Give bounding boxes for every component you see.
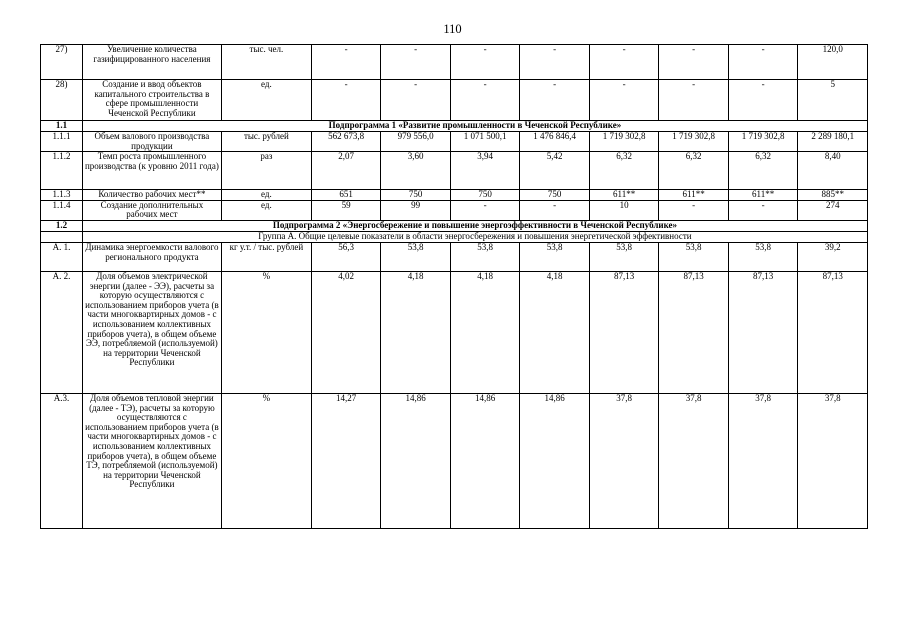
row-id: 27)	[41, 45, 83, 80]
value-cell: 14,86	[381, 393, 451, 528]
unit-cell: тыс. рублей	[221, 132, 311, 152]
indicator-name: Доля объемов электрической энергии (далее - ЭЭ), расчеты за которую осуществляются с использованием приборов учета (в части многоквартирных домов - с использованием коллективных приборов учета), в общем объеме ЭЭ, потребляемой (используемой) на территории Чеченской Республики	[82, 271, 221, 393]
value-cell: 87,13	[728, 271, 798, 393]
row-id: 1.1.2	[41, 152, 83, 190]
value-cell: 1 719 302,8	[659, 132, 729, 152]
value-cell: 885**	[798, 190, 868, 201]
value-cell: 87,13	[589, 271, 659, 393]
value-cell: -	[450, 80, 520, 121]
unit-cell: ед.	[221, 80, 311, 121]
value-cell: -	[659, 45, 729, 80]
value-cell: -	[520, 200, 590, 220]
value-cell: 3,94	[450, 152, 520, 190]
unit-cell: ед.	[221, 190, 311, 201]
group-heading-row	[41, 231, 868, 242]
value-cell: 59	[311, 200, 381, 220]
value-cell: 6,32	[659, 152, 729, 190]
subprogram-title: Подпрограмма 2 «Энергосбережение и повышение энергоэффективности в Чеченской Республике»	[82, 220, 867, 231]
value-cell: 5	[798, 80, 868, 121]
value-cell: 120,0	[798, 45, 868, 80]
value-cell: 4,02	[311, 271, 381, 393]
row-id: А.3.	[41, 393, 83, 528]
table-row	[41, 271, 868, 393]
value-cell: 53,8	[450, 242, 520, 271]
row-id: 1.1.4	[41, 200, 83, 220]
value-cell: -	[589, 45, 659, 80]
value-cell: -	[659, 80, 729, 121]
value-cell: 14,86	[520, 393, 590, 528]
value-cell: 56,3	[311, 242, 381, 271]
table-row	[41, 200, 868, 220]
value-cell: 8,40	[798, 152, 868, 190]
value-cell: 651	[311, 190, 381, 201]
value-cell: -	[311, 45, 381, 80]
row-id: 1.1.3	[41, 190, 83, 201]
value-cell: 4,18	[381, 271, 451, 393]
unit-cell: раз	[221, 152, 311, 190]
unit-cell: %	[221, 271, 311, 393]
subprogram-heading-row	[41, 220, 868, 231]
value-cell: 37,8	[659, 393, 729, 528]
value-cell: 6,32	[728, 152, 798, 190]
value-cell: 53,8	[589, 242, 659, 271]
value-cell: 87,13	[798, 271, 868, 393]
value-cell: 750	[450, 190, 520, 201]
value-cell: -	[520, 45, 590, 80]
value-cell: 53,8	[520, 242, 590, 271]
value-cell: -	[728, 80, 798, 121]
indicator-name: Создание дополнительных рабочих мест	[82, 200, 221, 220]
value-cell: 1 476 846,4	[520, 132, 590, 152]
value-cell: -	[450, 200, 520, 220]
table-row	[41, 132, 868, 152]
value-cell: -	[728, 200, 798, 220]
indicator-name: Количество рабочих мест**	[82, 190, 221, 201]
value-cell: 99	[381, 200, 451, 220]
value-cell: 14,27	[311, 393, 381, 528]
value-cell: 87,13	[659, 271, 729, 393]
value-cell: -	[659, 200, 729, 220]
value-cell: 4,18	[520, 271, 590, 393]
value-cell: -	[450, 45, 520, 80]
table-row	[41, 242, 868, 271]
value-cell: 562 673,8	[311, 132, 381, 152]
value-cell: 274	[798, 200, 868, 220]
value-cell: 10	[589, 200, 659, 220]
value-cell: 1 719 302,8	[728, 132, 798, 152]
subprogram-title: Подпрограмма 1 «Развитие промышленности в Чеченской Республике»	[82, 121, 867, 132]
indicator-name: Создание и ввод объектов капитального строительства в сфере промышленности Чеченской Республики	[82, 80, 221, 121]
value-cell: -	[520, 80, 590, 121]
value-cell: -	[381, 45, 451, 80]
value-cell: 611**	[659, 190, 729, 201]
value-cell: 14,86	[450, 393, 520, 528]
row-id: 28)	[41, 80, 83, 121]
value-cell: 2,07	[311, 152, 381, 190]
indicators-table	[40, 44, 868, 529]
group-title: Группа А. Общие целевые показатели в области энергосбережения и повышения энергетической эффективности	[82, 231, 867, 242]
value-cell: 37,8	[589, 393, 659, 528]
value-cell: 37,8	[798, 393, 868, 528]
subprogram-heading-row	[41, 121, 868, 132]
table-row	[41, 45, 868, 80]
value-cell: 750	[520, 190, 590, 201]
value-cell: 1 071 500,1	[450, 132, 520, 152]
value-cell: 4,18	[450, 271, 520, 393]
row-id: А. 1.	[41, 242, 83, 271]
value-cell: 611**	[728, 190, 798, 201]
value-cell: 750	[381, 190, 451, 201]
indicator-name: Объем валового производства продукции	[82, 132, 221, 152]
unit-cell: %	[221, 393, 311, 528]
page-number: 110	[443, 22, 462, 36]
value-cell: 37,8	[728, 393, 798, 528]
value-cell: 39,2	[798, 242, 868, 271]
value-cell: 53,8	[381, 242, 451, 271]
unit-cell: ед.	[221, 200, 311, 220]
value-cell: 53,8	[659, 242, 729, 271]
value-cell: 5,42	[520, 152, 590, 190]
indicator-name: Динамика энергоемкости валового регионального продукта	[82, 242, 221, 271]
value-cell: 53,8	[728, 242, 798, 271]
value-cell: -	[381, 80, 451, 121]
value-cell: -	[311, 80, 381, 121]
table-row	[41, 80, 868, 121]
indicator-name: Увеличение количества газифицированного населения	[82, 45, 221, 80]
row-id: 1.2	[41, 220, 83, 231]
value-cell: 611**	[589, 190, 659, 201]
indicator-name: Доля объемов тепловой энергии (далее - ТЭ), расчеты за которую осуществляются с использованием приборов учета (в части многоквартирных домов - с использованием коллективных приборов учета), в общем объеме ТЭ, потребляемой (используемой) на территории Чеченской Республики	[82, 393, 221, 528]
value-cell: 2 289 180,1	[798, 132, 868, 152]
row-id: 1.1.1	[41, 132, 83, 152]
value-cell: 979 556,0	[381, 132, 451, 152]
value-cell: -	[728, 45, 798, 80]
value-cell: 1 719 302,8	[589, 132, 659, 152]
unit-cell: кг у.т. / тыс. рублей	[221, 242, 311, 271]
indicator-name: Темп роста промышленного производства (к уровню 2011 года)	[82, 152, 221, 190]
table-row	[41, 393, 868, 528]
table-row	[41, 190, 868, 201]
row-id: А. 2.	[41, 271, 83, 393]
value-cell: -	[589, 80, 659, 121]
table-row	[41, 152, 868, 190]
unit-cell: тыс. чел.	[221, 45, 311, 80]
row-id: 1.1	[41, 121, 83, 132]
value-cell: 3,60	[381, 152, 451, 190]
value-cell: 6,32	[589, 152, 659, 190]
row-id	[41, 231, 83, 242]
